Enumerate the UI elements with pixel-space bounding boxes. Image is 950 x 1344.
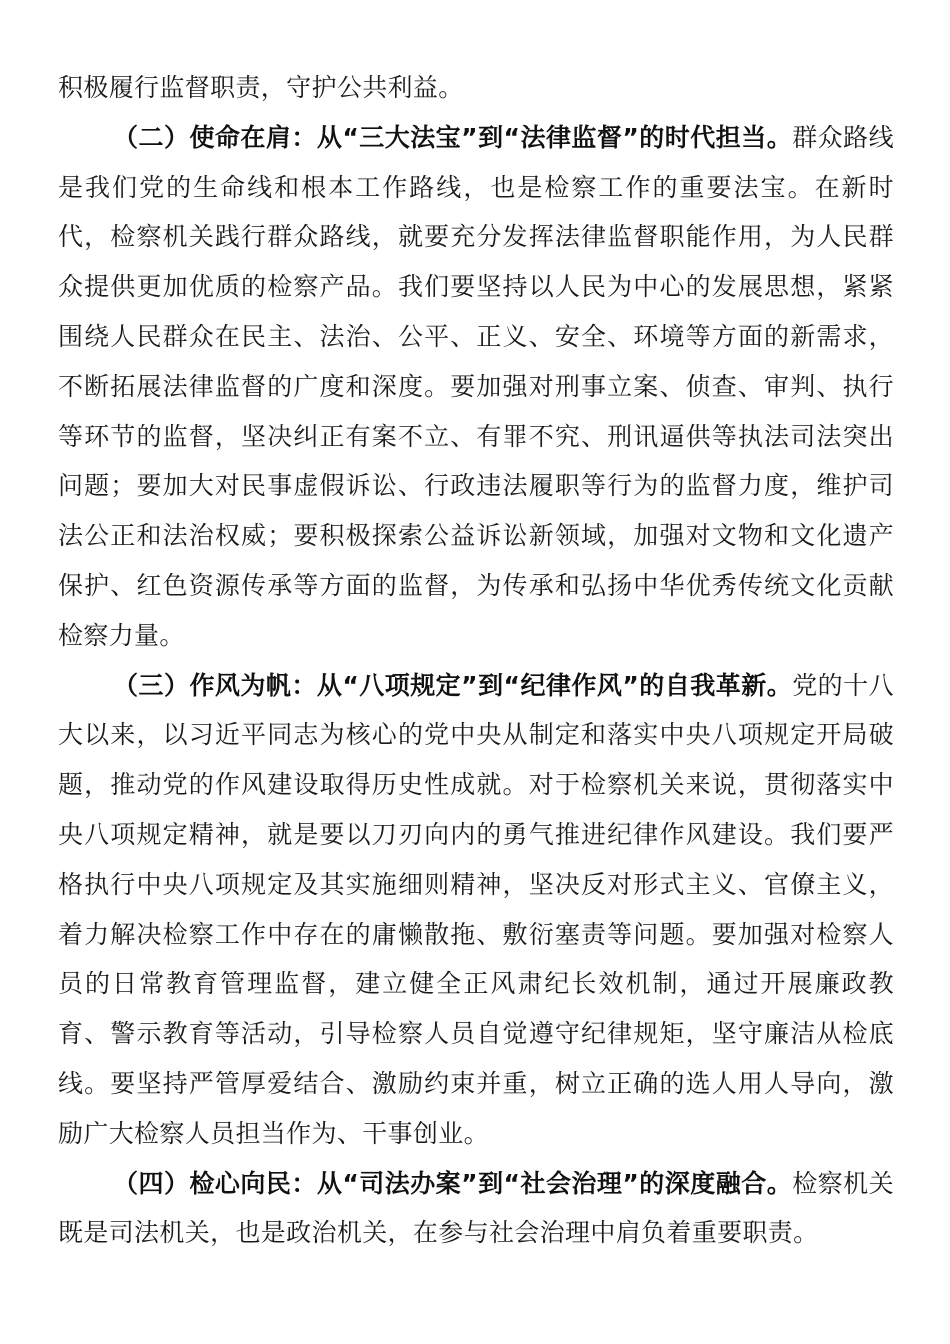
paragraph-section-4 xyxy=(58,1159,894,1259)
section-heading: （二）使命在肩：从“三大法宝”到“法律监督”的时代担当。 xyxy=(113,122,793,152)
paragraph-continuation xyxy=(58,63,894,113)
paragraph-section-3 xyxy=(58,661,894,1159)
paragraph-text: 积极履行监督职责，守护公共利益。 xyxy=(58,73,464,102)
section-heading: （三）作风为帆：从“八项规定”到“纪律作风”的自我革新。 xyxy=(113,670,793,700)
section-heading: （四）检心向民：从“司法办案”到“社会治理”的深度融合。 xyxy=(113,1168,793,1198)
paragraph-text: 检察机关既是司法机关，也是政治机关，在参与社会治理中肩负着重要职责。 xyxy=(58,1168,894,1248)
paragraph-text: 党的十八大以来，以习近平同志为核心的党中央从制定和落实中央八项规定开局破题，推动党的作风建设取得历史性成就。对于检察机关来说，贯彻落实中央八项规定精神，就是要以刀刃向内的勇气推进纪律作风建设。我们要严格执行中央八项规定及其实施细则精神，坚决反对形式主义、官僚主义，着力解决检察工作中存在的庸懒散拖、敷衍塞责等问题。要加强对检察人员的日常教育管理监督，建立健全正风肃纪长效机制，通过开展廉政教育、警示教育等活动，引导检察人员自觉遵守纪律规矩，坚守廉洁从检底线。要坚持严管厚爱结合、激励约束并重，树立正确的选人用人导向，激励广大检察人员担当作为、干事创业。 xyxy=(58,670,894,1148)
document-page xyxy=(58,63,894,1258)
paragraph-section-2 xyxy=(58,113,894,661)
paragraph-text: 群众路线是我们党的生命线和根本工作路线，也是检察工作的重要法宝。在新时代，检察机关践行群众路线，就要充分发挥法律监督职能作用，为人民群众提供更加优质的检察产品。我们要坚持以人民为中心的发展思想，紧紧围绕人民群众在民主、法治、公平、正义、安全、环境等方面的新需求，不断拓展法律监督的广度和深度。要加强对刑事立案、侦查、审判、执行等环节的监督，坚决纠正有案不立、有罪不究、刑讯逼供等执法司法突出问题；要加大对民事虚假诉讼、行政违法履职等行为的监督力度，维护司法公正和法治权威；要积极探索公益诉讼新领域，加强对文物和文化遗产保护、红色资源传承等方面的监督，为传承和弘扬中华优秀传统文化贡献检察力量。 xyxy=(58,122,894,650)
